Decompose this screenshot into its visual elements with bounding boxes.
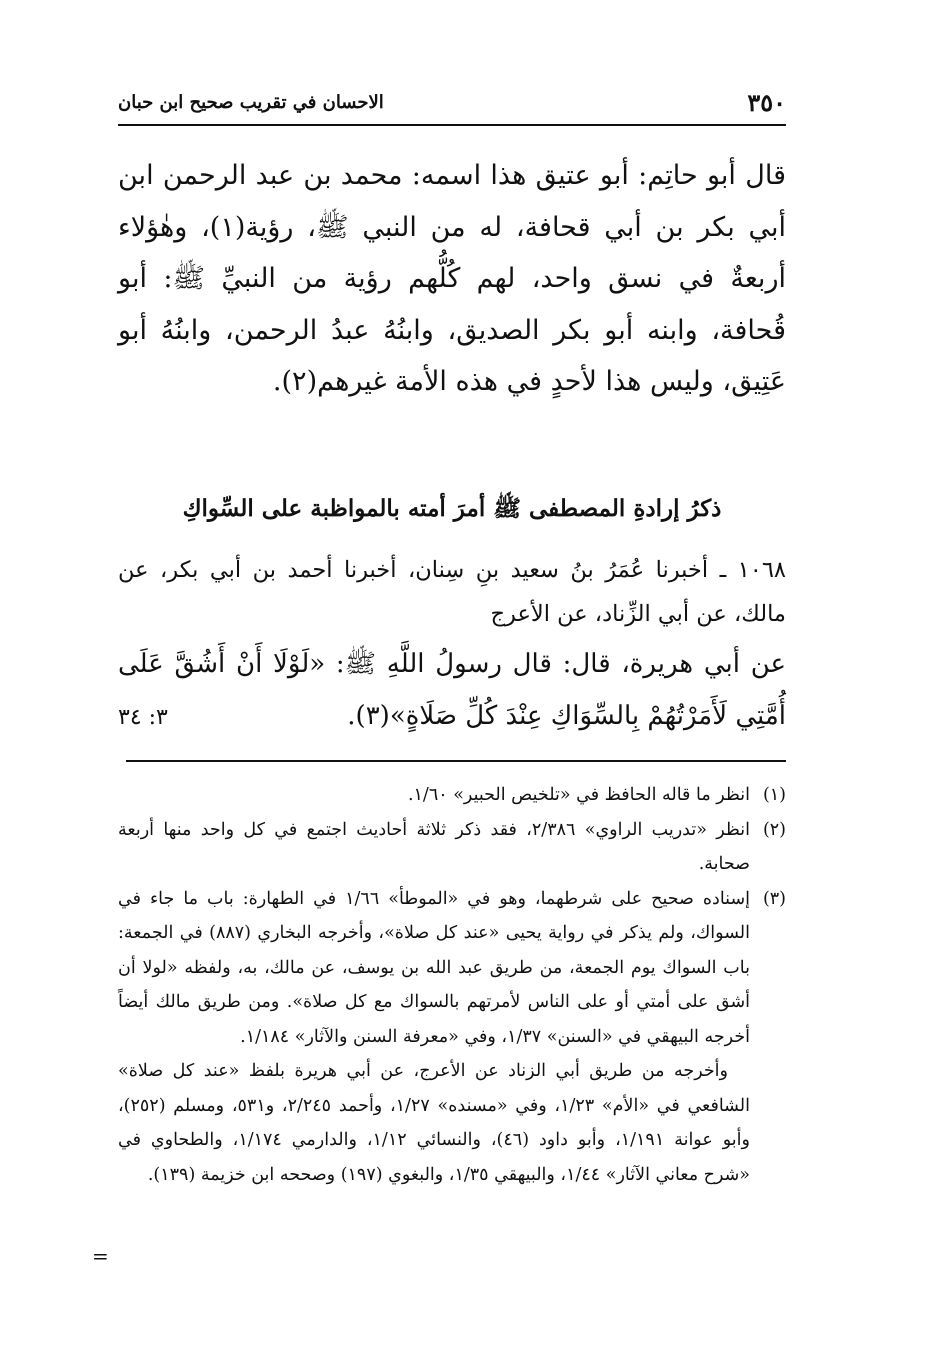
footnote-paragraph: إسناده صحيح على شرطهما، وهو في «الموطأ» ١/٦٦ في الطهارة: باب ما جاء في السواك، ولم يذكر في رواية يحيى «عند كل صلاة»، وأخرجه البخاري (٨٨٧) في الجمعة: باب السواك يوم الجمعة، من طريق عبد الله بن يوسف، عن مالك، به، ولفظه «لولا أن أشق على أمتي أو على الناس لأمرتهم بالسواك مع كل صلاة». ومن طريق مالك أيضاً أخرجه البيهقي في «السنن» ١/٣٧، وفي «معرفة السنن والآثار» ١/١٨٤. bbox=[118, 888, 750, 1047]
footnote-text bbox=[118, 778, 750, 813]
footnote-item bbox=[118, 882, 786, 1193]
footnote-item bbox=[118, 813, 786, 882]
hadith-isnad: ١٠٦٨ ـ أخبرنا عُمَرُ بنُ سعيد بنِ سِنان، أخبرنا أحمد بن أبي بكر، عن مالك، عن أبي الزِّناد، عن الأعرج bbox=[118, 557, 786, 627]
footnote-number: (٢) bbox=[762, 819, 786, 840]
footnote-number: (١) bbox=[762, 785, 786, 805]
footnote-number: (٣) bbox=[762, 888, 786, 909]
main-paragraph-block bbox=[118, 150, 786, 408]
page-header bbox=[118, 88, 786, 126]
footnotes bbox=[118, 778, 786, 1192]
footnote-item bbox=[118, 778, 786, 813]
footnote-paragraph: انظر «تدريب الراوي» ٢/٣٨٦، فقد ذكر ثلاثة أحاديث اجتمع في كل واحد منها أربعة صحابة. bbox=[118, 819, 750, 874]
hadith-matn: عن أبي هريرة، قال: قال رسولُ اللَّهِ ﷺ: «لَوْلَا أَنْ أَشُقَّ عَلَى أُمَّتِي لَأَمَرْتُهُمْ بِالسِّوَاكِ عِنْدَ كُلِّ صَلَاةٍ»(٣). bbox=[118, 649, 786, 731]
hadith-block bbox=[118, 548, 786, 742]
footnote-divider bbox=[126, 760, 786, 762]
footnote-paragraph: وأخرجه من طريق أبي الزناد عن الأعرج، عن أبي هريرة بلفظ «عند كل صلاة» الشافعي في «الأم» ١/٢٣، وفي «مسنده» ١/٢٧، وأحمد ٢/٢٤٥، و٥٣١، ومسلم (٢٥٢)، وأبو عوانة ١/١٩١، وأبو داود (٤٦)، والنسائي ١/١٢، والدارمي ١/١٧٤، والطحاوي في «شرح معاني الآثار» ١/٤٤، والبيهقي ١/٣٥، والبغوي (١٩٧) وصححه ابن خزيمة (١٣٩). bbox=[118, 1061, 750, 1185]
main-paragraph: قال أبو حاتِم: أبو عتيق هذا اسمه: محمد بن عبد الرحمن ابن أبي بكر بن أبي قحافة، له من النبي ﷺ، رؤية(١)، وهٰؤلاء أربعةٌ في نسق واحد، لهم كُلُّهم رؤية من النبيِّ ﷺ: أبو قُحافة، وابنه أبو بكر الصديق، وابنُهُ عبدُ الرحمن، وابنُهُ أبو عَتِيق، وليس هذا لأحدٍ في هذه الأمة غيرهم(٢). bbox=[118, 160, 787, 397]
page-number: ٣٥٠ bbox=[747, 88, 786, 117]
section-heading: ذكرُ إرادةِ المصطفى ﷺ أمرَ أمته بالمواظبة على السِّواكِ bbox=[182, 495, 722, 522]
running-title: الاحسان في تقريب صحيح ابن حبان bbox=[118, 92, 384, 113]
hadith-reference: ٣: ٣٤ bbox=[118, 705, 168, 730]
margin-mark: = bbox=[92, 1244, 109, 1268]
footnote-paragraph: انظر ما قاله الحافظ في «تلخيص الحبير» ١/٦٠. bbox=[407, 785, 750, 805]
footnote-text bbox=[118, 813, 750, 882]
footnote-text bbox=[118, 882, 750, 1193]
